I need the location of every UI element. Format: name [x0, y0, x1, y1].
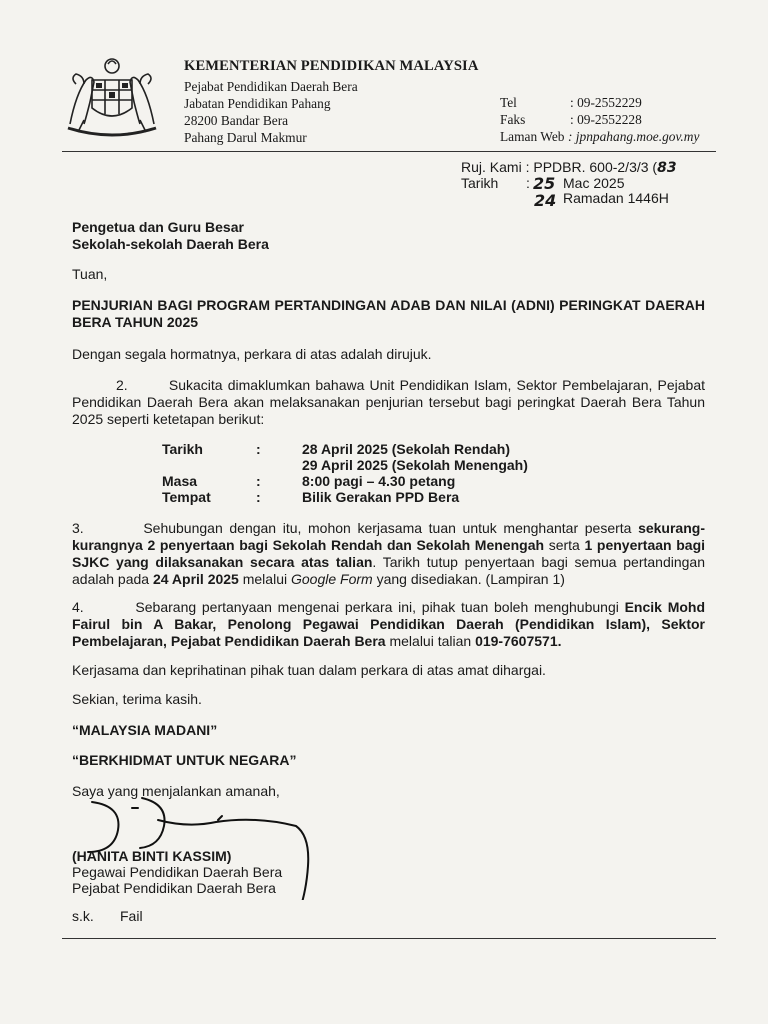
para-text: Sukacita dimaklumkan bahawa Unit Pendidikan Islam, Sektor Pembelajaran, Pejabat Pendidikan Daerah Bera akan melaksanakan penjurian tersebut bagi peringkat Daerah Bera Tahun 2025 seperti ketetapan berikut:	[72, 377, 705, 427]
address-line: Pejabat Pendidikan Daerah Bera	[184, 79, 358, 94]
hijri-date: Ramadan 1446H	[563, 190, 669, 206]
ruj-handwritten: 83	[657, 160, 677, 176]
paragraph-4	[72, 599, 705, 650]
signatory-name: (HANITA BINTI KASSIM)	[72, 848, 232, 864]
para-text: serta	[544, 537, 585, 553]
para-text: yang disediakan. (Lampiran 1)	[372, 571, 565, 587]
opening-line: Dengan segala hormatnya, perkara di atas adalah dirujuk.	[72, 346, 432, 362]
recipient-line: Pengetua dan Guru Besar	[72, 219, 244, 235]
web-label: Laman Web	[500, 129, 565, 144]
paragraph-3	[72, 520, 705, 588]
schedule-colon: :	[256, 473, 261, 489]
trust-line: Saya yang menjalankan amanah,	[72, 783, 280, 799]
fax-label: Faks	[500, 112, 526, 127]
para-number: 2.	[116, 377, 128, 393]
para-bold: Encik Mohd Fairul bin A Bakar, Penolong Pegawai Pendidikan Daerah (Pendidikan Islam), Sektor Pembelajaran, Pejabat Pendidikan Daerah Bera	[72, 599, 706, 649]
paragraph-2	[72, 377, 705, 428]
address-line: 28200 Bandar Bera	[184, 113, 289, 128]
para-bold: 019-7607571.	[475, 633, 562, 649]
tarikh-colon: :	[526, 175, 530, 191]
footer-rule	[62, 938, 716, 939]
slogan: “MALAYSIA MADANI”	[72, 722, 218, 738]
schedule-colon: :	[256, 441, 261, 457]
signatory-title: Pegawai Pendidikan Daerah Bera	[72, 864, 283, 880]
para-number: 3.	[72, 520, 84, 536]
para-bold: 24 April 2025	[152, 571, 239, 587]
para-bold: 1 penyertaan bagi SJKC yang dilaksanakan secara atas talian	[72, 537, 706, 570]
para-bold: sekurang-kurangnya 2 penyertaan bagi Sekolah Rendah dan Sekolah Menengah	[72, 520, 705, 553]
tel-label: Tel	[500, 95, 517, 110]
schedule-colon: :	[256, 489, 261, 505]
ministry-name: KEMENTERIAN PENDIDIKAN MALAYSIA	[184, 58, 479, 74]
closing-line: Kerjasama dan keprihatinan pihak tuan dalam perkara di atas amat dihargai.	[72, 662, 546, 678]
para-italic: Google Form	[290, 571, 373, 587]
tarikh-label: Tarikh	[461, 175, 499, 191]
schedule-value: 29 April 2025 (Sekolah Menengah)	[302, 457, 528, 473]
slogan: “BERKHIDMAT UNTUK NEGARA”	[72, 752, 297, 768]
schedule-label-tarikh: Tarikh	[162, 441, 203, 457]
para-number: 4.	[72, 599, 84, 615]
header-rule	[62, 151, 716, 152]
tarikh-month: Mac 2025	[563, 175, 625, 191]
sk-label: s.k.	[72, 908, 94, 924]
closing-line: Sekian, terima kasih.	[72, 691, 202, 707]
hijri-day-handwritten: 24	[534, 191, 557, 210]
schedule-value: 8:00 pagi – 4.30 petang	[302, 473, 456, 489]
recipient-line: Sekolah-sekolah Daerah Bera	[72, 236, 269, 252]
para-text: melalui	[238, 571, 291, 587]
tarikh-day-handwritten: 25	[533, 174, 556, 193]
ruj-label: Ruj. Kami :	[461, 159, 530, 175]
web-value: : jpnpahang.moe.gov.my	[568, 129, 700, 144]
para-text: . Tarikh tutup penyertaan bagi semua pertandingan adalah pada	[72, 554, 705, 587]
schedule-value: 28 April 2025 (Sekolah Rendah)	[302, 441, 510, 457]
schedule-label-tempat: Tempat	[162, 489, 211, 505]
ruj-value: PPDBR. 600-2/3/3 (	[533, 159, 658, 175]
sk-value: Fail	[120, 908, 143, 924]
reference-number	[461, 159, 677, 176]
para-text: Sehubungan dengan itu, mohon kerjasama tuan untuk menghantar peserta	[143, 520, 639, 536]
fax-value: : 09-2552228	[570, 112, 642, 127]
address-line: Pahang Darul Makmur	[184, 130, 307, 145]
para-text: melalui talian	[385, 633, 476, 649]
address-line: Jabatan Pendidikan Pahang	[184, 96, 331, 111]
subject: PENJURIAN BAGI PROGRAM PERTANDINGAN ADAB DAN NILAI (ADNI) PERINGKAT DAERAH BERA TAHUN 2025	[72, 297, 705, 330]
schedule-label-masa: Masa	[162, 473, 198, 489]
schedule-value: Bilik Gerakan PPD Bera	[302, 489, 460, 505]
tel-value: : 09-2552229	[570, 95, 642, 110]
coat-of-arms-icon	[62, 54, 162, 144]
para-text: Sebarang pertanyaan mengenai perkara ini, pihak tuan boleh menghubungi	[135, 599, 625, 615]
salutation: Tuan,	[72, 266, 108, 282]
signatory-office: Pejabat Pendidikan Daerah Bera	[72, 880, 276, 896]
